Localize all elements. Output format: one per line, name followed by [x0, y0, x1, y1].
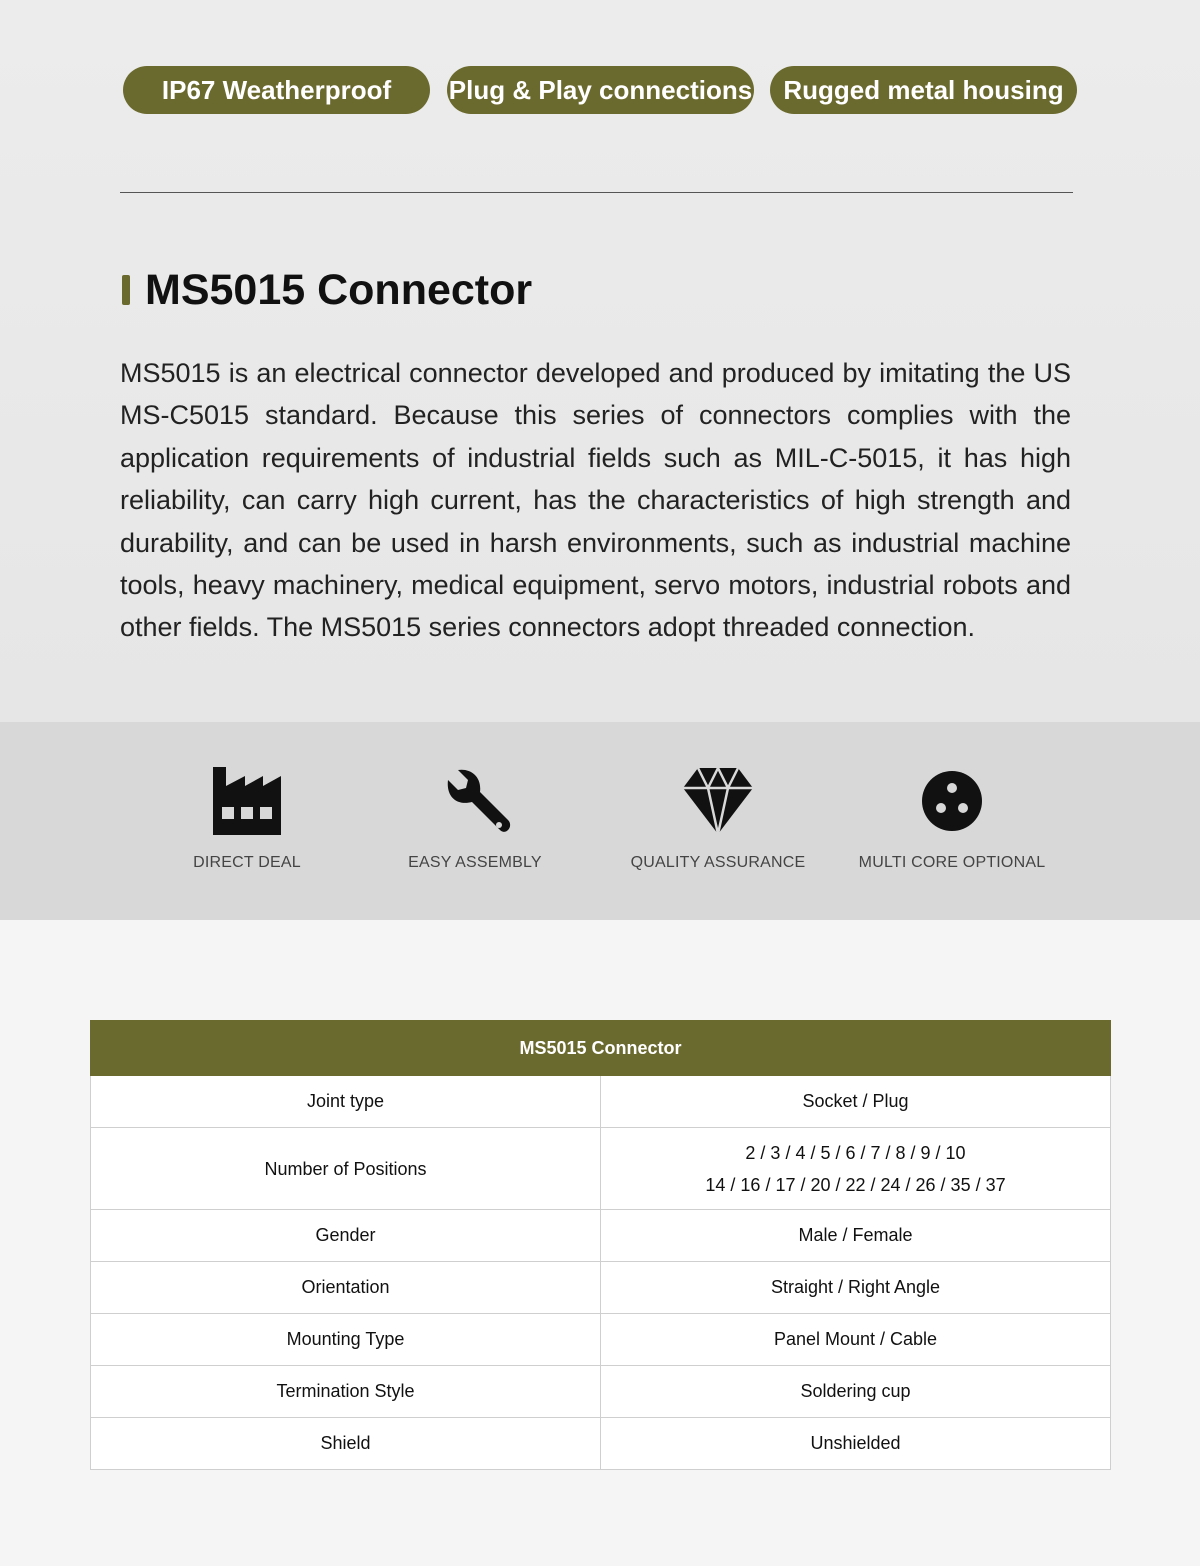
feature-label: EASY ASSEMBLY: [408, 854, 542, 871]
feature-easy-assembly: [355, 722, 595, 920]
spec-value-multiline: [601, 1128, 1111, 1210]
table-title: MS5015 Connector: [91, 1021, 1111, 1076]
table-row: [91, 1076, 1111, 1128]
feature-direct-deal: [127, 722, 367, 920]
page-title: MS5015 Connector: [145, 266, 533, 314]
spec-value: Unshielded: [601, 1418, 1111, 1470]
features-strip: [0, 722, 1200, 920]
spec-label: Mounting Type: [91, 1314, 601, 1366]
product-description: MS5015 is an electrical connector developed and produced by imitating the US MS-C5015 standard. Because this series of connectors complies with the application requirements of industrial fields such as MIL-C-5015, it has high reliability, can carry high current, has the characteristics of high strength and durability, and can be used in harsh environments, such as industrial machine tools, heavy machinery, medical equipment, servo motors, industrial robots and other fields. The MS5015 series connectors adopt threaded connection.: [120, 358, 1071, 643]
divider: [120, 192, 1073, 193]
spec-value: Panel Mount / Cable: [601, 1314, 1111, 1366]
feature-label: DIRECT DEAL: [193, 854, 301, 871]
table-row: [91, 1418, 1111, 1470]
spec-value: Soldering cup: [601, 1366, 1111, 1418]
spec-label: Shield: [91, 1418, 601, 1470]
table-row: [91, 1128, 1111, 1210]
spec-label: Joint type: [91, 1076, 601, 1128]
badge-weatherproof: IP67 Weatherproof: [123, 66, 430, 114]
table-row: [91, 1314, 1111, 1366]
spec-value: 2 / 3 / 4 / 5 / 6 / 7 / 8 / 9 / 10: [745, 1142, 966, 1163]
feature-multi-core: [832, 722, 1072, 920]
badge-metal-housing: Rugged metal housing: [770, 66, 1077, 114]
spec-label: Termination Style: [91, 1366, 601, 1418]
spec-label: Orientation: [91, 1262, 601, 1314]
intro-section: [0, 0, 1200, 722]
diamond-icon: [681, 764, 755, 838]
table-row: [91, 1262, 1111, 1314]
spec-label: Gender: [91, 1210, 601, 1262]
feature-quality-assurance: [598, 722, 838, 920]
spec-value: 14 / 16 / 17 / 20 / 22 / 24 / 26 / 35 / 37: [705, 1174, 1006, 1195]
spec-label: Number of Positions: [91, 1128, 601, 1210]
wrench-icon: [438, 764, 512, 838]
feature-label: MULTI CORE OPTIONAL: [858, 854, 1046, 871]
spec-value: Straight / Right Angle: [601, 1262, 1111, 1314]
table-row: [91, 1210, 1111, 1262]
badge-plug-and-play: Plug & Play connections: [447, 66, 754, 114]
factory-icon: [210, 764, 284, 838]
heading-accent-bar: [122, 275, 130, 305]
connector-pins-icon: [915, 764, 989, 838]
table-row: [91, 1366, 1111, 1418]
table-header-row: [91, 1021, 1111, 1076]
spec-value: Socket / Plug: [601, 1076, 1111, 1128]
feature-label: QUALITY ASSURANCE: [630, 854, 806, 871]
spec-table: [90, 1020, 1111, 1470]
spec-value: Male / Female: [601, 1210, 1111, 1262]
